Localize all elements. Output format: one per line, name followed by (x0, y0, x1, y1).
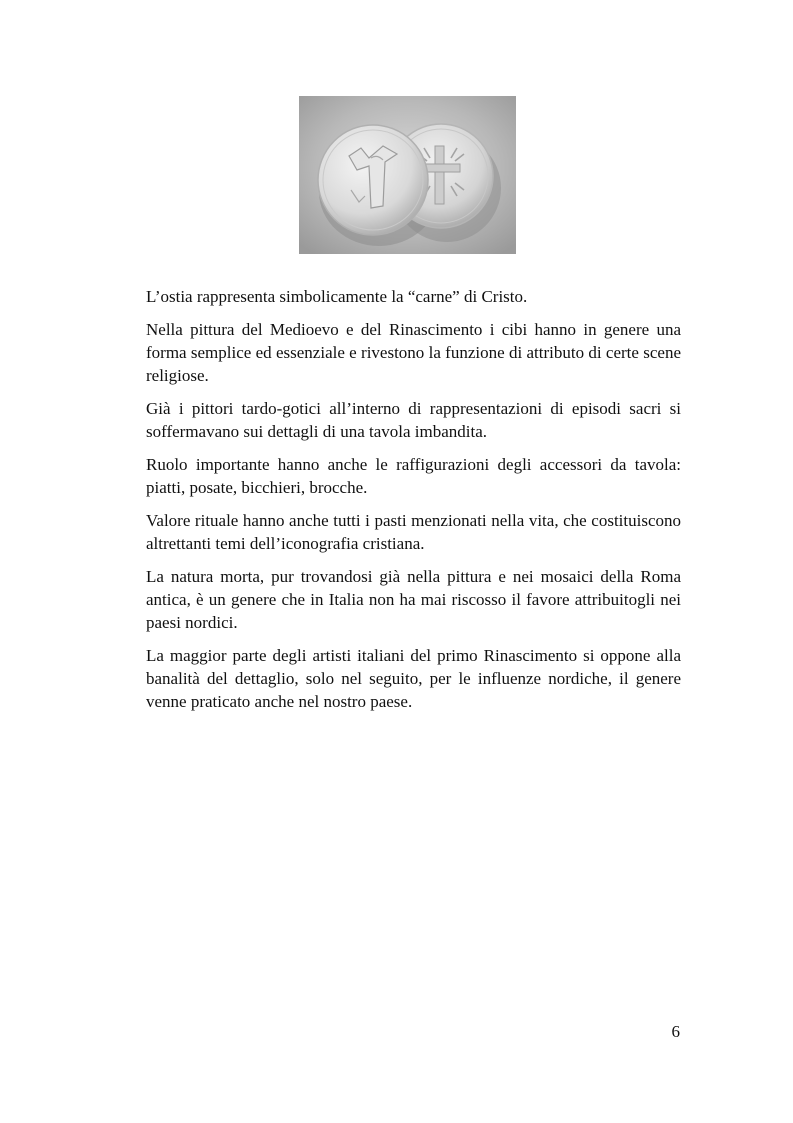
body-text (146, 285, 681, 723)
paragraph: La maggior parte degli artisti italiani del primo Rinascimento si oppone alla banalità del dettaglio, solo nel seguito, per le influenze nordiche, il genere venne praticato anche nel nostro paese. (146, 646, 681, 711)
paragraph: Nella pittura del Medioevo e del Rinascimento i cibi hanno in genere una forma semplice ed essenziale e rivestono la funzione di attributo di certe scene religiose. (146, 320, 681, 385)
paragraph: La natura morta, pur trovandosi già nella pittura e nei mosaici della Roma antica, è un genere che in Italia non ha mai riscosso il favore attribuitogli nei paesi nordici. (146, 567, 681, 632)
paragraph: L’ostia rappresenta simbolicamente la “carne” di Cristo. (146, 287, 528, 306)
communion-hosts-photo (299, 96, 516, 254)
paragraph: Ruolo importante hanno anche le raffigurazioni degli accessori da tavola: piatti, posate, bicchieri, brocche. (146, 455, 681, 497)
paragraph: Già i pittori tardo-gotici all’interno di rappresentazioni di episodi sacri si soffermavano sui dettagli di una tavola imbandita. (146, 399, 681, 441)
paragraph: Valore rituale hanno anche tutti i pasti menzionati nella vita, che costituiscono altrettanti temi dell’iconografia cristiana. (146, 511, 681, 553)
host-crucifix-icon (318, 125, 428, 235)
page-number: 6 (671, 1022, 680, 1041)
